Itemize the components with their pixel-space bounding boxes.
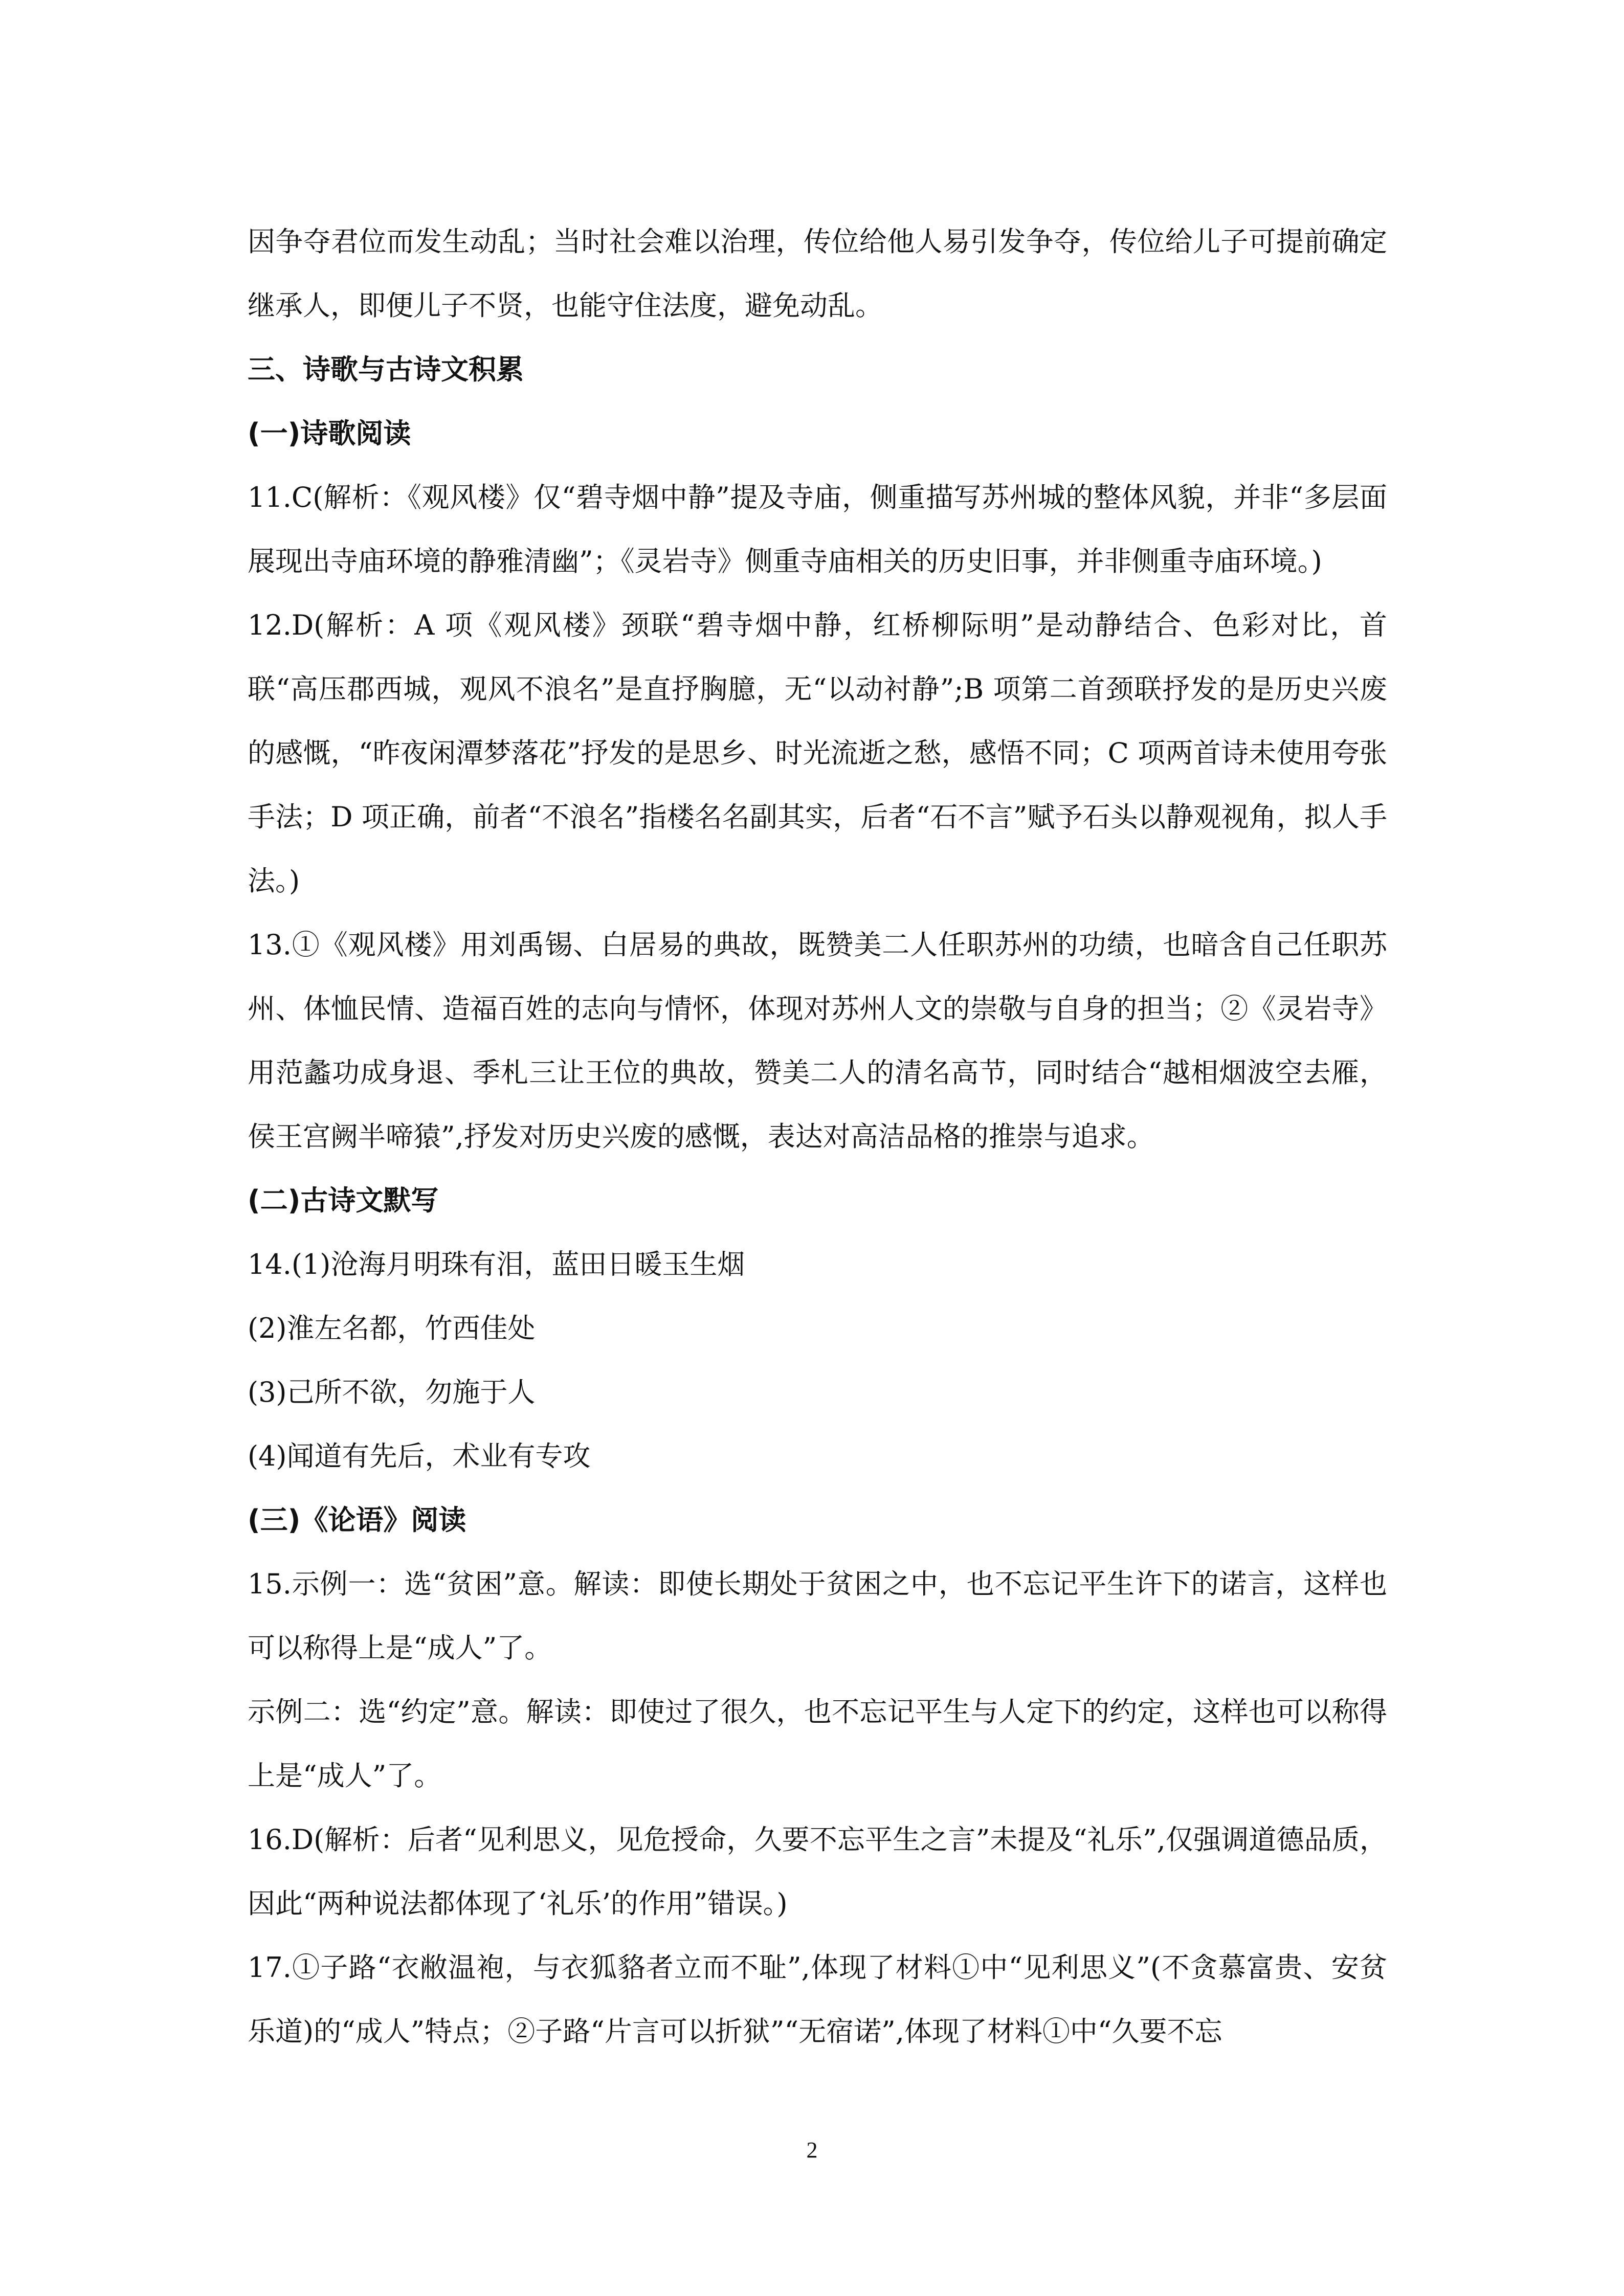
paragraph: 12.D(解析：A 项《观风楼》颈联“碧寺烟中静，红桥柳际明”是动静结合、色彩对比，首联“高压郡西城，观风不浪名”是直抒胸臆，无“以动衬静”;B 项第二首颈联抒发的是历史兴废的感慨，“昨夜闲潭梦落花”抒发的是思乡、时光流逝之愁，感悟不同；C 项两首诗未使用夸张手法；D 项正确，前者“不浪名”指楼名名副其实，后者“石不言”赋予石头以静观视角，拟人手法。) xyxy=(248,609,1387,897)
document-body xyxy=(248,210,1387,2063)
paragraph: 11.C(解析：《观风楼》仅“碧寺烟中静”提及寺庙，侧重描写苏州城的整体风貌，并非“多层面展现出寺庙环境的静雅清幽”；《灵岩寺》侧重寺庙相关的历史旧事，并非侧重寺庙环境。) xyxy=(248,481,1387,577)
section-heading: (三)《论语》阅读 xyxy=(248,1504,466,1536)
section-heading: (二)古诗文默写 xyxy=(248,1184,439,1217)
page-number: 2 xyxy=(806,2137,818,2163)
paragraph: 14.(1)沧海月明珠有泪，蓝田日暖玉生烟 xyxy=(248,1248,745,1280)
paragraph: 因争夺君位而发生动乱；当时社会难以治理，传位给他人易引发争夺，传位给儿子可提前确定继承人，即便儿子不贤，也能守住法度，避免动乱。 xyxy=(248,226,1387,322)
paragraph: (2)淮左名都，竹西佳处 xyxy=(248,1312,536,1344)
paragraph: 13.①《观风楼》用刘禹锡、白居易的典故，既赞美二人任职苏州的功绩，也暗含自己任职苏州、体恤民情、造福百姓的志向与情怀，体现对苏州人文的崇敬与自身的担当；②《灵岩寺》用范蠡功成身退、季札三让王位的典故，赞美二人的清名高节，同时结合“越相烟波空去雁，侯王宫阙半啼猿”,抒发对历史兴废的感慨，表达对高洁品格的推崇与追求。 xyxy=(248,929,1387,1153)
section-heading: (一)诗歌阅读 xyxy=(248,417,411,449)
paragraph: (4)闻道有先后，术业有专攻 xyxy=(248,1440,591,1472)
paragraph: 示例二：选“约定”意。解读：即使过了很久，也不忘记平生与人定下的约定，这样也可以称得上是“成人”了。 xyxy=(248,1696,1387,1792)
paragraph: 15.示例一：选“贫困”意。解读：即使长期处于贫困之中，也不忘记平生许下的诺言，这样也可以称得上是“成人”了。 xyxy=(248,1568,1387,1664)
paragraph: (3)己所不欲，勿施于人 xyxy=(248,1376,536,1408)
paragraph: 17.①子路“衣敝温袍，与衣狐貉者立而不耻”,体现了材料①中“见利思义”(不贪慕富贵、安贫乐道)的“成人”特点；②子路“片言可以折狱”“无宿诺”,体现了材料①中“久要不忘 xyxy=(248,1951,1387,2047)
section-heading: 三、诗歌与古诗文积累 xyxy=(248,353,524,386)
paragraph: 16.D(解析：后者“见利思义，见危授命，久要不忘平生之言”未提及“礼乐”,仅强调道德品质，因此“两种说法都体现了‘礼乐’的作用”错误。) xyxy=(248,1824,1387,1920)
